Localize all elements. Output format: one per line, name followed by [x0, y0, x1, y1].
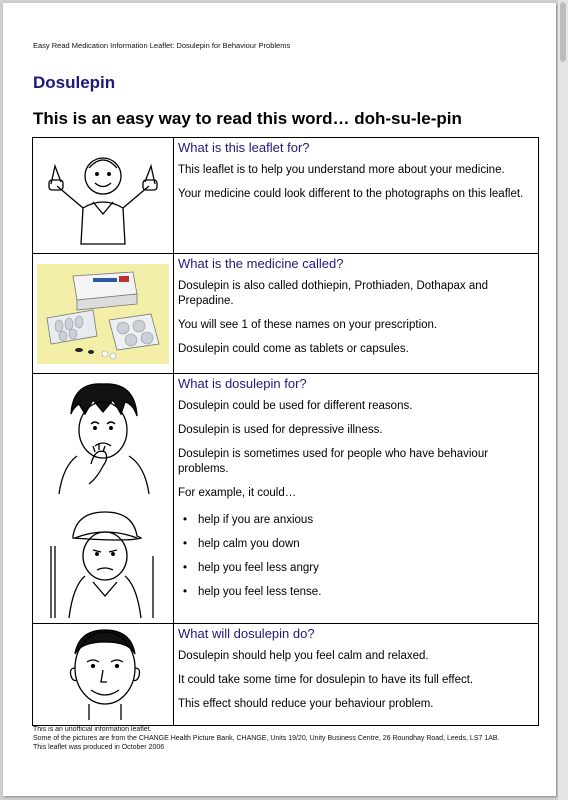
- section-paragraph: Your medicine could look different to the photographs on this leaflet.: [178, 188, 524, 200]
- list-item: • help you feel less angry: [183, 562, 319, 574]
- list-item: • help you feel less tense.: [183, 586, 322, 598]
- section-heading: What is the medicine called?: [178, 256, 344, 271]
- footer-line: Some of the pictures are from the CHANGE Health Picture Bank, CHANGE, Units 19/20, Unity Business Centre, 26 Roundhay Road, Leeds, LS7 1AB.: [33, 735, 500, 742]
- section-paragraph: You will see 1 of these names on your prescription.: [178, 319, 438, 331]
- section-row-medicine-name: [33, 254, 539, 374]
- section-paragraph: Dosulepin is sometimes used for people who have behaviour problems.: [178, 448, 489, 475]
- section-row-leaflet-purpose: [33, 138, 539, 254]
- bullet-list: [178, 513, 534, 600]
- document-page: [3, 3, 556, 796]
- worried-person-drawing: [33, 374, 173, 496]
- section-heading: What is dosulepin for?: [178, 376, 307, 391]
- bullet-icon: •: [183, 586, 188, 598]
- section-heading: What is this leaflet for?: [178, 140, 310, 155]
- list-item: • help calm you down: [183, 538, 300, 550]
- section-paragraph: Dosulepin could be used for different reasons.: [178, 400, 413, 412]
- section-paragraph: Dosulepin is used for depressive illness.: [178, 424, 383, 436]
- footer-line: This is an unofficial information leaflet.: [33, 726, 152, 733]
- picture-cell: [33, 624, 174, 726]
- list-item: • help if you are anxious: [183, 514, 314, 526]
- bullet-icon: •: [183, 562, 188, 574]
- section-row-medicine-purpose: [33, 374, 539, 624]
- section-paragraph: Dosulepin could come as tablets or capsules.: [178, 343, 409, 355]
- section-paragraph: This leaflet is to help you understand more about your medicine.: [178, 164, 505, 176]
- text-cell: [174, 374, 539, 624]
- section-heading: What will dosulepin do?: [178, 626, 315, 641]
- scrollbar-thumb[interactable]: [560, 2, 566, 62]
- footer-line: This leaflet was produced in October 2006: [33, 744, 165, 751]
- leaflet-table: [32, 137, 539, 726]
- pronunciation-line: This is an easy way to read this word… doh-su-le-pin: [33, 109, 462, 128]
- text-cell: [174, 138, 539, 254]
- picture-cell: [33, 138, 174, 254]
- person-in-wheelchair-drawing: [33, 496, 173, 620]
- medicine-box-photo: [33, 254, 173, 372]
- running-header: Easy Read Medication Information Leaflet: Dosulepin for Behaviour Problems: [33, 41, 291, 50]
- section-row-medicine-effect: [33, 624, 539, 726]
- vertical-scrollbar[interactable]: [558, 0, 568, 800]
- page-title: Dosulepin: [33, 73, 116, 92]
- picture-cell: [33, 374, 174, 624]
- section-paragraph: Dosulepin should help you feel calm and relaxed.: [178, 650, 429, 662]
- text-cell: [174, 254, 539, 374]
- section-paragraph: This effect should reduce your behaviour problem.: [178, 698, 434, 710]
- thumbs-up-person-drawing: [33, 138, 173, 250]
- section-paragraph: Dosulepin is also called dothiepin, Prothiaden, Dothapax and Prepadine.: [178, 280, 489, 307]
- section-paragraph: It could take some time for dosulepin to have its full effect.: [178, 674, 474, 686]
- text-cell: [174, 624, 539, 726]
- bullet-icon: •: [183, 514, 188, 526]
- bullet-icon: •: [183, 538, 188, 550]
- section-paragraph: For example, it could…: [178, 487, 297, 499]
- footer: [33, 725, 533, 752]
- smiling-man-drawing: [33, 624, 173, 722]
- picture-cell: [33, 254, 174, 374]
